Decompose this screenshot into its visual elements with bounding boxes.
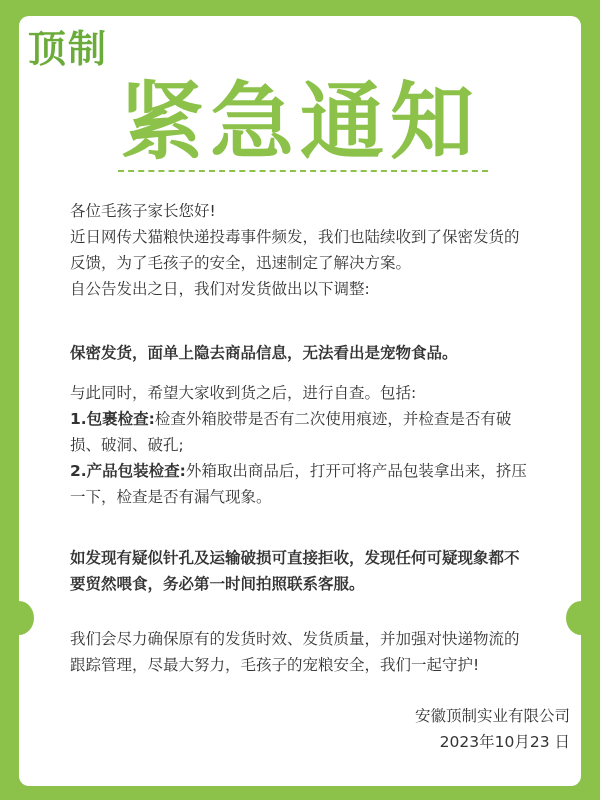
closing-line: 我们会尽力确保原有的发货时效、发货质量，并加强对快递物流的: [70, 630, 520, 648]
check-item-1-cont: 损、破洞、破孔;: [70, 436, 184, 454]
warning-section: [70, 545, 550, 597]
intro-line: 近日网传犬猫粮快递投毒事件频发，我们也陆续收到了保密发货的: [70, 228, 520, 246]
warning-line: 如发现有疑似针孔及运输破损可直接拒收，发现任何可疑现象都不: [70, 549, 520, 567]
company-name: 安徽顶制实业有限公司: [414, 707, 570, 725]
check-item-1-text: 检查外箱胶带是否有二次使用痕迹，并检查是否有破: [154, 410, 512, 428]
closing-line: 跟踪管理，尽最大努力，毛孩子的宠粮安全，我们一起守护!: [70, 656, 480, 674]
check-item-2: [70, 458, 550, 484]
check-intro: 与此同时，希望大家收到货之后，进行自查。包括:: [70, 384, 417, 402]
check-item-1-title: 1.包裹检查:: [70, 410, 155, 428]
dashed-divider: [118, 170, 488, 172]
intro-line: 反馈，为了毛孩子的安全，迅速制定了解决方案。: [70, 254, 412, 272]
right-notch: [566, 601, 596, 635]
check-section: [70, 380, 550, 510]
notice-date: 2023年10月23 日: [439, 733, 570, 751]
greeting: 各位毛孩子家长您好!: [70, 202, 216, 220]
adjustment-text: 保密发货，面单上隐去商品信息，无法看出是宠物食品。: [70, 344, 458, 362]
intro-line: 自公告发出之日，我们对发货做出以下调整:: [70, 280, 370, 298]
brand-logo: 顶制: [28, 27, 109, 71]
check-item-2-cont: 一下，检查是否有漏气现象。: [70, 488, 272, 506]
left-notch: [4, 601, 34, 635]
notice-headline: 紧急通知: [119, 73, 480, 171]
warning-line: 要贸然喂食，务必第一时间拍照联系客服。: [70, 575, 365, 593]
adjustment-section: [70, 340, 550, 366]
intro-section: [70, 198, 550, 302]
check-item-2-title: 2.产品包装检查:: [70, 462, 186, 480]
check-item-1: [70, 406, 550, 432]
closing-section: [70, 626, 550, 678]
check-item-2-text: 外箱取出商品后，打开可将产品包装拿出来，挤压: [185, 462, 527, 480]
